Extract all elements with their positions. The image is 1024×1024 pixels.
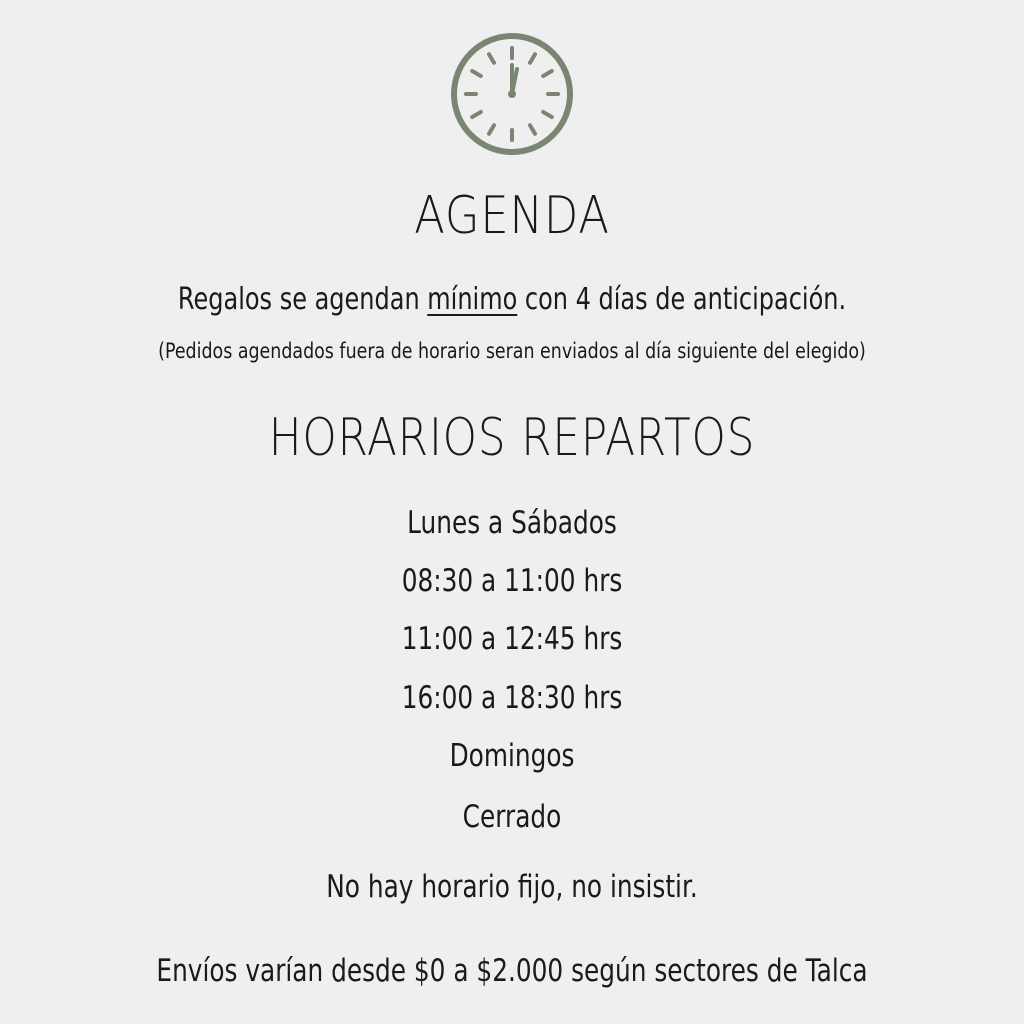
no-fixed-schedule-note: No hay horario fijo, no insistir. (326, 869, 698, 905)
slot-3: 16:00 a 18:30 hrs (401, 680, 623, 716)
agenda-title: AGENDA (414, 186, 610, 246)
clock-icon (449, 31, 575, 157)
agenda-text-before: Regalos se agendan (177, 282, 428, 317)
slot-1: 08:30 a 11:00 hrs (401, 563, 623, 599)
agenda-text-underlined: mínimo (427, 282, 518, 317)
slot-2: 11:00 a 12:45 hrs (401, 621, 623, 657)
agenda-text-after: con 4 días de anticipación. (517, 282, 847, 317)
agenda-main-text (102, 282, 921, 317)
horarios-title: HORARIOS REPARTOS (268, 408, 756, 468)
weekday-label: Lunes a Sábados (407, 505, 617, 541)
sunday-label: Domingos (449, 738, 575, 774)
sunday-status: Cerrado (462, 799, 562, 835)
agenda-note: (Pedidos agendados fuera de horario seran enviados al día siguiente del elegido) (158, 339, 866, 363)
shipping-note: Envíos varían desde $0 a $2.000 según sectores de Talca (156, 953, 868, 989)
